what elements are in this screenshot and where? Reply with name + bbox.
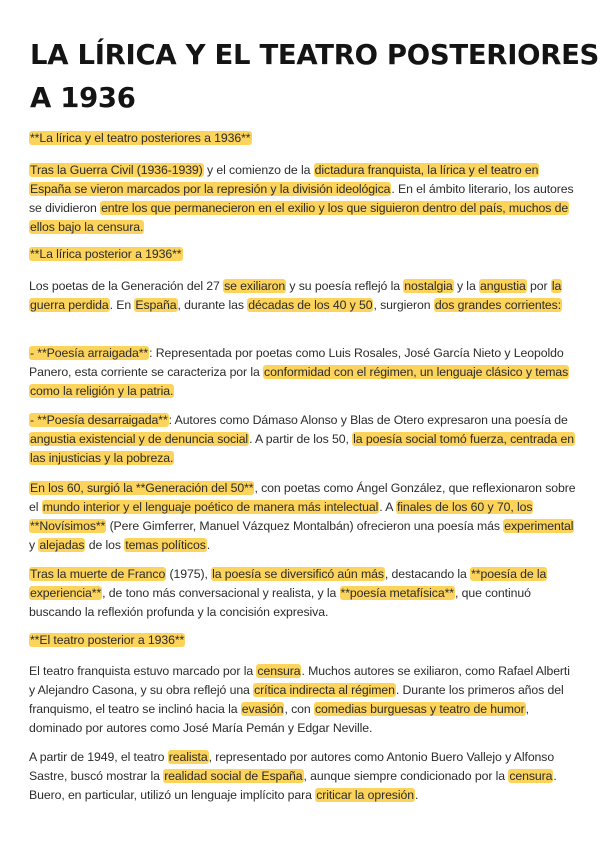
highlighted-text: Tras la Guerra Civil (1936-1939) (30, 163, 203, 177)
highlighted-text: - **Poesía desarraigada** (30, 413, 168, 427)
highlighted-text: se exiliaron (224, 279, 286, 293)
body-text: A partir de 1949, el teatro (29, 750, 168, 764)
body-text: , con (284, 702, 314, 716)
body-text: . En el ámbito literario, los autores se dividieron (29, 182, 574, 215)
highlighted-text: décadas de los 40 y 50 (248, 298, 373, 312)
body-text: (1975), (166, 567, 212, 581)
body-text: y el comienzo de la (203, 163, 314, 177)
highlighted-text: nostalgia (404, 279, 453, 293)
highlighted-text: censura (257, 664, 301, 678)
body-text: . (414, 788, 419, 802)
body-text: . En (109, 298, 135, 312)
highlighted-text: realidad social de España (164, 769, 303, 783)
paragraph-poesia-desarraigada (29, 411, 577, 468)
highlighted-text: alejadas (39, 538, 85, 552)
body-text: , de tono más conversacional y realista, y la (102, 586, 340, 600)
body-text: de los (85, 538, 125, 552)
body-text: , destacando la (384, 567, 471, 581)
body-text: El teatro franquista estuvo marcado por la (29, 664, 257, 678)
highlighted-text: Tras la muerte de Franco (30, 567, 166, 581)
body-text: : Autores como Dámaso Alonso y Blas de Otero expresaron una poesía de (168, 413, 568, 427)
highlighted-text: evasión (241, 702, 284, 716)
highlighted-text: **El teatro posterior a 1936** (30, 633, 185, 647)
highlighted-text: entre los que permanecieron en el exilio y los que siguieron dentro del país, muchos de ellos bajo la censura. (30, 201, 569, 234)
subtitle-teatro (29, 631, 577, 650)
highlighted-text: la guerra perdida (30, 279, 562, 312)
body-text: Los poetas de la Generación del 27 (29, 279, 224, 293)
paragraph-teatro-franquista (29, 662, 577, 738)
highlighted-text: dos grandes corrientes: (434, 298, 562, 312)
body-text: , aunque siempre condicionado por la (303, 769, 509, 783)
highlighted-text: mundo interior y el lenguaje poético de manera más intelectual (42, 500, 379, 514)
body-text: , durante las (177, 298, 248, 312)
highlighted-text: finales de los 60 y 70, los **Novísimos** (30, 500, 533, 533)
page-title: LA LÍRICA Y EL TEATRO POSTERIORES A 1936 (30, 39, 600, 114)
body-text: (Pere Gimferrer, Manuel Vázquez Montalbán) ofrecieron una poesía más (106, 519, 504, 533)
highlighted-text: **La lírica posterior a 1936** (30, 247, 182, 261)
paragraph-intro (29, 161, 577, 237)
paragraph-poesia-arraigada (29, 344, 577, 401)
body-text: . Muchos autores se exiliaron, como Rafael Alberti y Alejandro Casona, y su obra reflejó una (29, 664, 570, 697)
body-text: . (206, 538, 211, 552)
subtitle-lirica-teatro (29, 129, 577, 148)
paragraph-muerte-franco (29, 565, 577, 622)
highlighted-text: la poesía se diversificó aún más (212, 567, 384, 581)
highlighted-text: la poesía social tomó fuerza, centrada en las injusticias y la pobreza. (30, 432, 574, 465)
highlighted-text: experimental (504, 519, 574, 533)
paragraph-generacion-50 (29, 479, 577, 555)
highlighted-text: angustia existencial y de denuncia social (30, 432, 249, 446)
highlighted-text: dictadura franquista, la lírica y el teatro en España se vieron marcados por la represión y la división ideológica (30, 163, 539, 196)
highlighted-text: comedias burguesas y teatro de humor (314, 702, 525, 716)
body-text: , representado por autores como Antonio Buero Vallejo y Alfonso Sastre, buscó mostrar la (29, 750, 555, 783)
highlighted-text: angustia (480, 279, 526, 293)
highlighted-text: criticar la opresión (316, 788, 414, 802)
highlighted-text: censura (509, 769, 553, 783)
body-text: y la (453, 279, 479, 293)
body-text: y (29, 538, 39, 552)
highlighted-text: En los 60, surgió la **Generación del 50** (30, 481, 254, 495)
body-text: . A partir de los 50, (249, 432, 353, 446)
body-text: : Representada por poetas como Luis Rosales, José García Nieto y Leopoldo Panero, esta corriente se caracteriza por la (29, 346, 564, 379)
highlighted-text: conformidad con el régimen, un lenguaje clásico y temas como la religión y la patria. (30, 365, 569, 398)
highlighted-text: **La lírica y el teatro posteriores a 1936** (30, 131, 251, 145)
body-text: por (526, 279, 551, 293)
highlighted-text: - **Poesía arraigada** (30, 346, 149, 360)
highlighted-text: **poesía de la experiencia** (30, 567, 547, 600)
body-text: . Durante los primeros años del franquismo, el teatro se inclinó hacia la (29, 683, 564, 716)
body-text: y su poesía reflejó la (286, 279, 404, 293)
paragraph-teatro-realista (29, 748, 577, 805)
highlighted-text: temas políticos (125, 538, 206, 552)
highlighted-text: **poesía metafísica** (340, 586, 454, 600)
body-text: . Buero, en particular, utilizó un lenguaje implícito para (29, 769, 557, 802)
highlighted-text: realista (168, 750, 208, 764)
body-text: , con poetas como Ángel González, que reflexionaron sobre el (29, 481, 576, 514)
highlighted-text: España (135, 298, 177, 312)
body-text: , dominado por autores como José María Pemán y Edgar Neville. (29, 702, 529, 735)
paragraph-poetas-27 (29, 277, 577, 315)
body-text: , que continuó buscando la reflexión profunda y la concisión expresiva. (29, 586, 531, 619)
body-text: . A (379, 500, 396, 514)
subtitle-lirica (29, 245, 577, 264)
highlighted-text: crítica indirecta al régimen (254, 683, 395, 697)
body-text: , surgieron (373, 298, 434, 312)
